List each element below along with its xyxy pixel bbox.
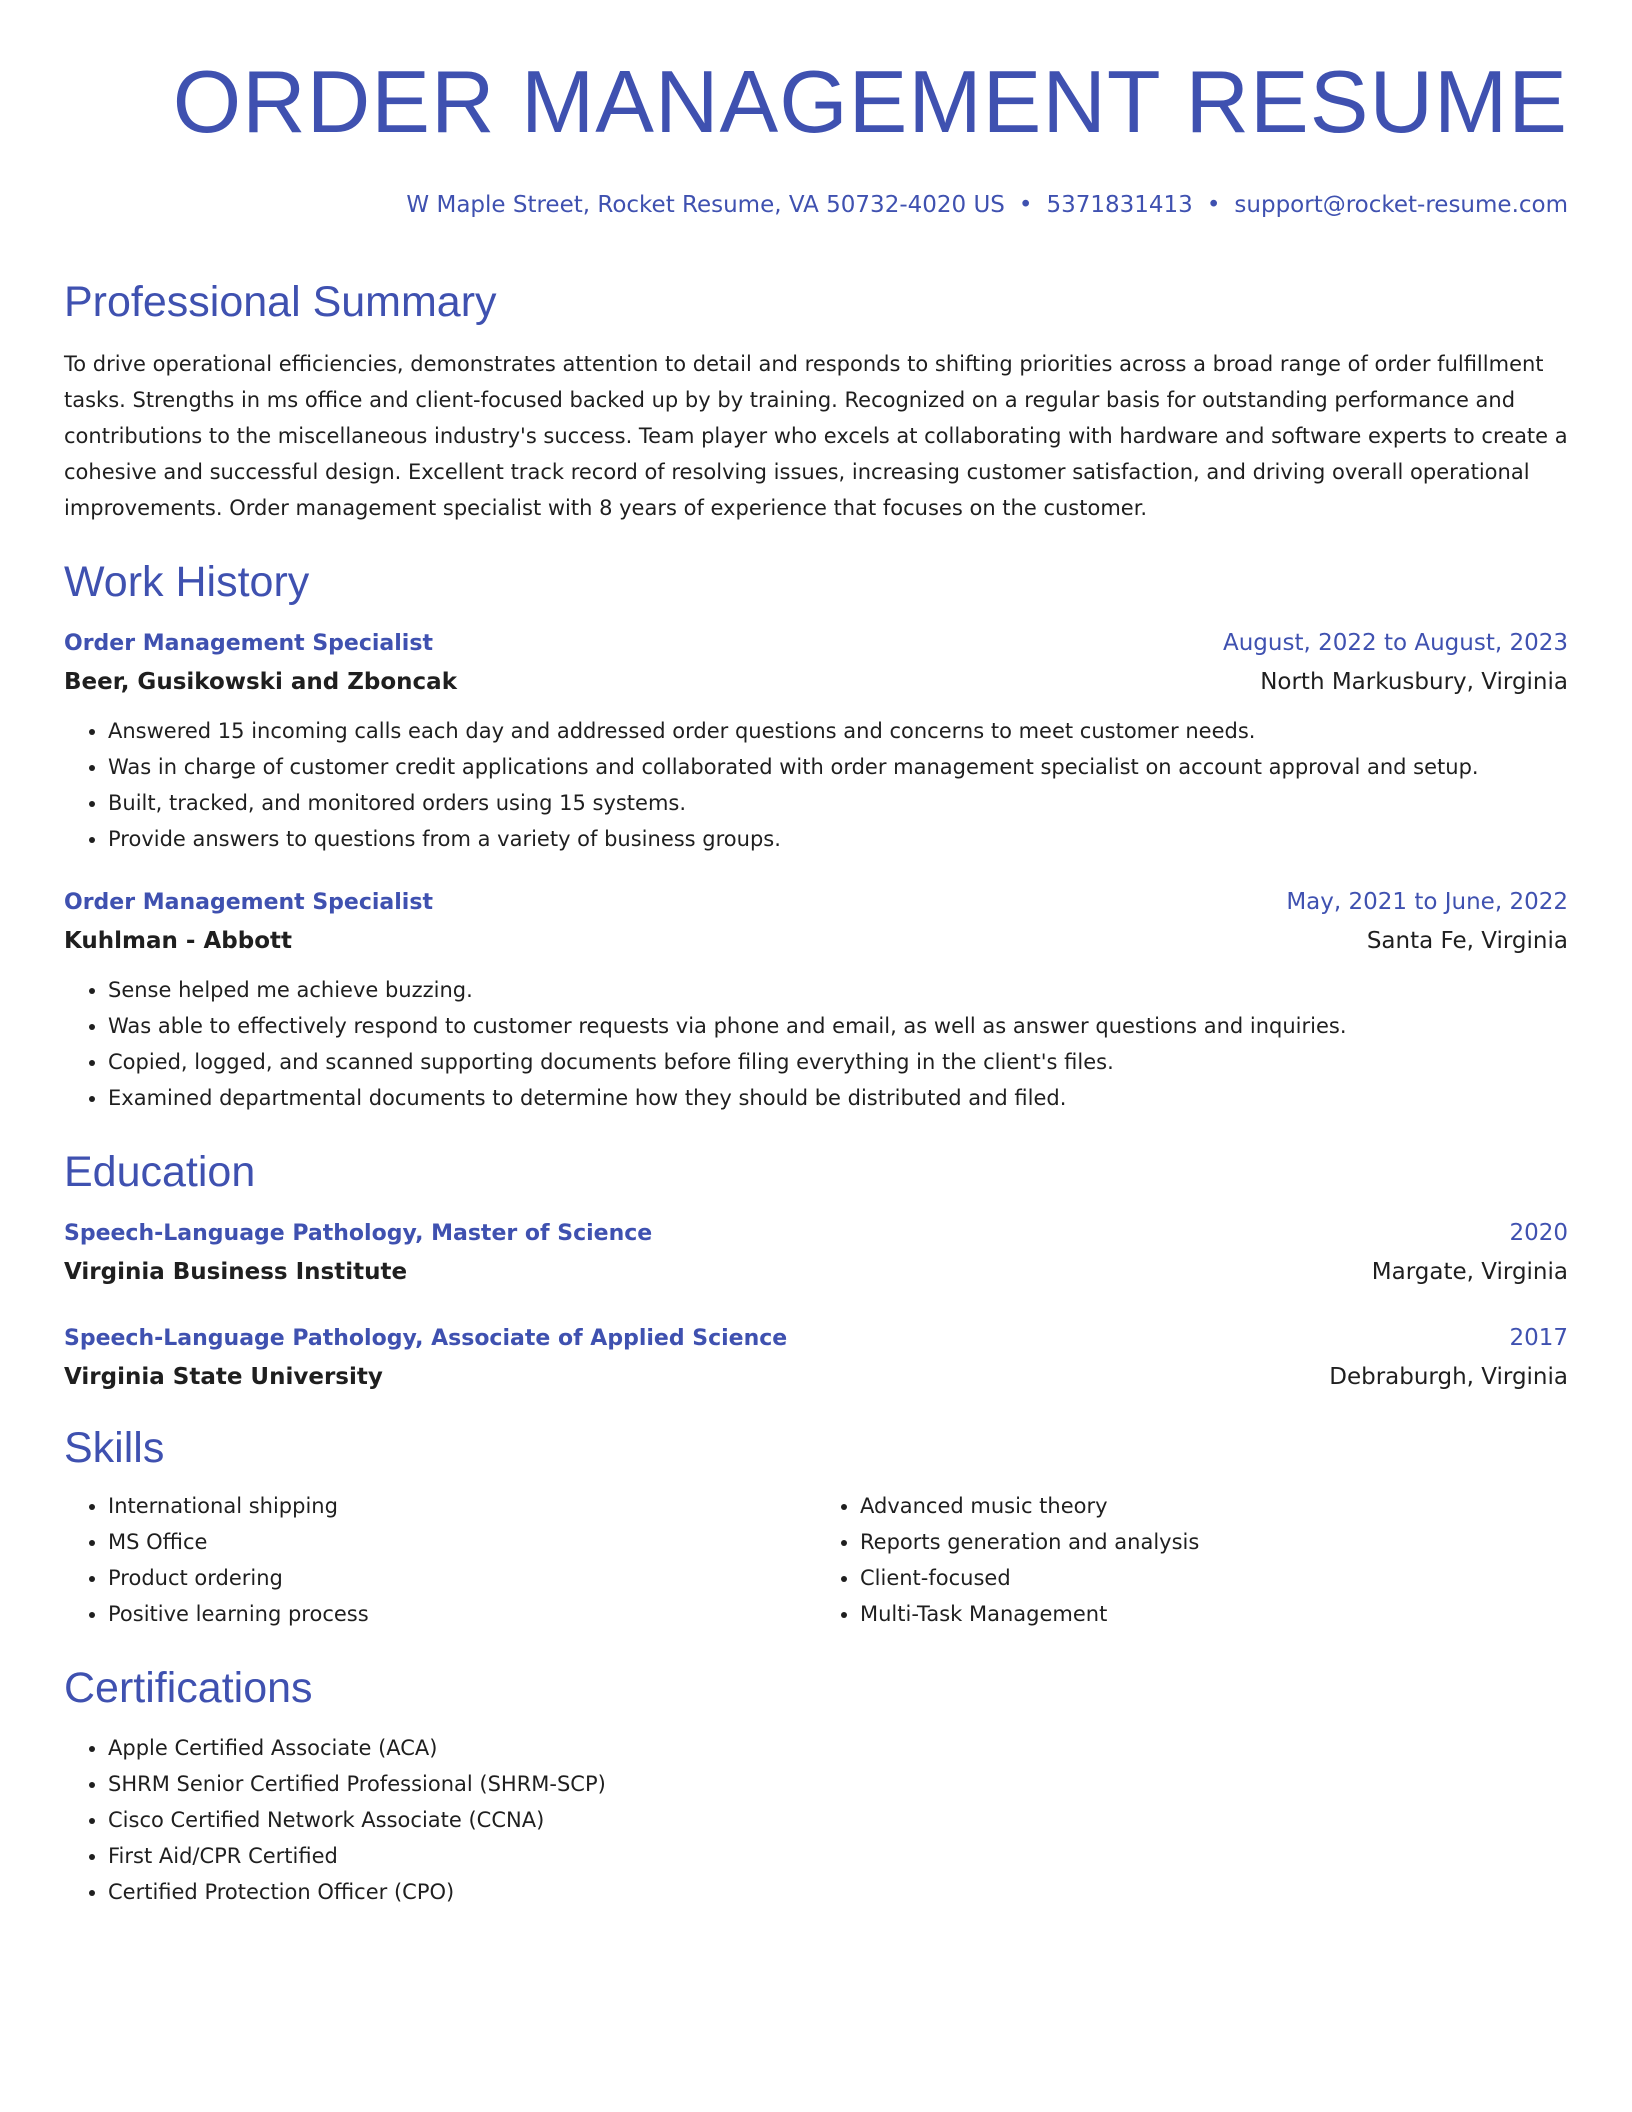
contact-separator: • — [1206, 192, 1221, 218]
list-item: • Multi-Task Management — [860, 1596, 1568, 1632]
list-item: • SHRM Senior Certified Professional (SHRM-SCP) — [108, 1766, 1568, 1802]
list-item: • Positive learning process — [108, 1596, 816, 1632]
contact-line — [64, 190, 1568, 220]
job-dates: May, 2021 to June, 2022 — [1286, 889, 1568, 915]
job-title: Order Management Specialist — [64, 890, 433, 915]
job-title: Order Management Specialist — [64, 631, 433, 656]
job-bullets — [64, 972, 1568, 1116]
job-dates: August, 2022 to August, 2023 — [1223, 630, 1568, 656]
job-entry — [64, 887, 1568, 1116]
degree-title: Speech-Language Pathology, Associate of Applied Science — [64, 1326, 788, 1351]
skills-heading: Skills — [64, 1424, 165, 1472]
list-item: • Advanced music theory — [860, 1488, 1568, 1524]
list-item: • International shipping — [108, 1488, 816, 1524]
list-item: • Was in charge of customer credit applications and collaborated with order management specialist on account approval and setup. — [108, 749, 1568, 785]
resume-title: ORDER MANAGEMENT RESUME — [172, 52, 1568, 151]
education-entry — [64, 1218, 1568, 1287]
address-text: W Maple Street, Rocket Resume, VA 50732-4020 US — [406, 192, 1005, 218]
list-item: • Apple Certified Associate (ACA) — [108, 1730, 1568, 1766]
summary-paragraph: To drive operational efficiencies, demonstrates attention to detail and responds to shifting priorities across a broad range of order fulfillment tasks. Strengths in ms office and client-focused backed up by by training. Recognized on a regular basis for outstanding performance and contributions to the miscellaneous industry's success. Team player who excels at collaborating with hardware and software experts to create a cohesive and successful design. Excellent track record of resolving issues, increasing customer satisfaction, and driving overall operational improvements. Order management specialist with 8 years of experience that focuses on the customer. — [64, 352, 1568, 520]
email-link[interactable]: support@rocket-resume.com — [1234, 192, 1568, 218]
skills-list-right — [816, 1488, 1568, 1632]
job-location: North Markusbury, Virginia — [1260, 669, 1568, 695]
list-item: • Product ordering — [108, 1560, 816, 1596]
list-item: • Examined departmental documents to determine how they should be distributed and filed. — [108, 1080, 1568, 1116]
work-history-heading: Work History — [64, 558, 310, 606]
skills-list-left — [64, 1488, 816, 1632]
phone-text: 5371831413 — [1046, 192, 1193, 218]
job-location: Santa Fe, Virginia — [1366, 928, 1568, 954]
school-name: Virginia State University — [64, 1364, 383, 1390]
school-location: Margate, Virginia — [1371, 1259, 1568, 1285]
education-entry — [64, 1323, 1568, 1392]
list-item: • Certified Protection Officer (CPO) — [108, 1874, 1568, 1910]
degree-title: Speech-Language Pathology, Master of Science — [64, 1221, 653, 1246]
company-name: Beer, Gusikowski and Zboncak — [64, 669, 457, 695]
job-entry — [64, 628, 1568, 857]
list-item: • Reports generation and analysis — [860, 1524, 1568, 1560]
list-item: • Copied, logged, and scanned supporting documents before filing everything in the client's files. — [108, 1044, 1568, 1080]
education-section — [64, 1146, 1568, 1392]
job-bullets — [64, 713, 1568, 857]
certifications-heading: Certifications — [64, 1664, 313, 1712]
skills-section — [64, 1422, 1568, 1632]
list-item: • Built, tracked, and monitored orders using 15 systems. — [108, 785, 1568, 821]
skills-grid — [64, 1488, 1568, 1632]
contact-separator: • — [1018, 192, 1033, 218]
list-item: • First Aid/CPR Certified — [108, 1838, 1568, 1874]
summary-section — [64, 276, 1568, 526]
list-item: • MS Office — [108, 1524, 816, 1560]
list-item: • Cisco Certified Network Associate (CCNA) — [108, 1802, 1568, 1838]
certifications-list — [64, 1730, 1568, 1910]
list-item: • Client-focused — [860, 1560, 1568, 1596]
school-name: Virginia Business Institute — [64, 1259, 408, 1285]
list-item: • Was able to effectively respond to customer requests via phone and email, as well as answer questions and inquiries. — [108, 1008, 1568, 1044]
school-location: Debraburgh, Virginia — [1329, 1364, 1568, 1390]
list-item: • Sense helped me achieve buzzing. — [108, 972, 1568, 1008]
graduation-year: 2020 — [1509, 1220, 1568, 1246]
list-item: • Answered 15 incoming calls each day and addressed order questions and concerns to meet customer needs. — [108, 713, 1568, 749]
work-history-section — [64, 556, 1568, 1116]
summary-heading: Professional Summary — [64, 278, 497, 326]
list-item: • Provide answers to questions from a variety of business groups. — [108, 821, 1568, 857]
education-heading: Education — [64, 1148, 256, 1196]
certifications-section — [64, 1662, 1568, 1910]
graduation-year: 2017 — [1509, 1325, 1568, 1351]
company-name: Kuhlman - Abbott — [64, 928, 292, 954]
